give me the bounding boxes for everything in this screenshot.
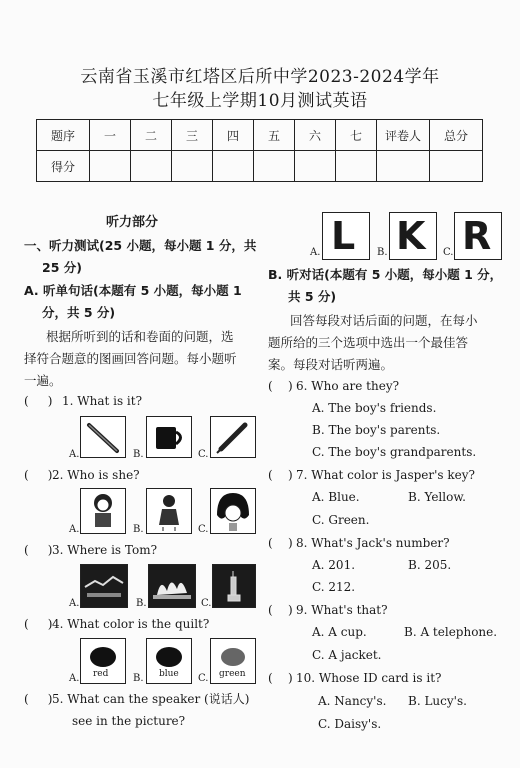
q6-option-b[interactable]: B. The boy's parents. (312, 423, 441, 437)
answer-blank[interactable]: ( ) (268, 603, 293, 617)
question-4: 4. What color is the quilt? (52, 617, 210, 631)
sectionA-heading-cont: 分，共 5 分) (42, 305, 116, 320)
option-c-label: C. (443, 247, 454, 258)
question-9: 9. What's that? (296, 603, 388, 617)
score-cell[interactable] (131, 151, 172, 182)
sectionB-instruction: 题所给的三个选项中选出一个最佳答 (268, 335, 469, 350)
question-1: 1. What is it? (62, 394, 143, 408)
red-quilt-picture[interactable] (80, 638, 126, 684)
score-cell[interactable] (295, 151, 336, 182)
answer-blank[interactable]: ( ) (268, 671, 293, 685)
answer-blank[interactable]: ( ) (24, 617, 53, 631)
option-b-label: B. (133, 524, 144, 535)
option-b-label: B. (133, 449, 144, 460)
q7-option-b[interactable]: B. Yellow. (408, 490, 466, 504)
option-a-label: A. (69, 449, 80, 460)
pen-picture[interactable] (210, 416, 256, 458)
blue-quilt-picture[interactable] (146, 638, 192, 684)
score-table (36, 119, 483, 182)
sectionA-instruction: 择符合题意的图画回答问题。每小题听 (24, 351, 237, 366)
sectionA-instruction: 一遍。 (24, 373, 62, 388)
score-header: 五 (254, 120, 295, 151)
girl-c-picture[interactable] (210, 488, 256, 534)
score-cell[interactable] (336, 151, 377, 182)
score-cell[interactable] (430, 151, 483, 182)
letter-r: R (462, 214, 492, 258)
girl-b-picture[interactable] (146, 488, 192, 534)
exam-title-line1: 云南省玉溪市红塔区后所中学2023-2024学年 (80, 67, 440, 87)
q9-option-a[interactable]: A. A cup. (312, 625, 367, 639)
answer-blank[interactable]: ( ) (24, 468, 53, 482)
opera-house-picture[interactable] (148, 564, 196, 608)
part1-heading: 一、听力测试(25 小题，每小题 1 分，共 (24, 238, 257, 253)
listening-heading: 听力部分 (106, 215, 159, 230)
q9-option-c[interactable]: C. A jacket. (312, 648, 382, 662)
question-6: 6. Who are they? (296, 379, 400, 393)
score-cell[interactable] (254, 151, 295, 182)
option-a-label: A. (69, 598, 80, 609)
q6-option-a[interactable]: A. The boy's friends. (312, 401, 437, 415)
q7-option-c[interactable]: C. Green. (312, 513, 370, 527)
letter-k: K (396, 214, 426, 258)
sectionB-instruction: 回答每段对话后面的问题，在每小 (290, 313, 478, 328)
option-c-label: C. (198, 673, 209, 684)
option-c-label: C. (198, 524, 209, 535)
sectionB-heading-cont: 共 5 分) (288, 289, 337, 304)
score-header: 二 (131, 120, 172, 151)
score-header: 六 (295, 120, 336, 151)
option-c-label: C. (198, 449, 209, 460)
letter-k-picture[interactable] (389, 212, 437, 260)
score-header: 三 (172, 120, 213, 151)
score-row-label: 得分 (37, 151, 90, 182)
sectionA-instruction: 根据所听到的话和卷面的问题，选 (46, 329, 234, 344)
exam-title-line2: 七年级上学期10月测试英语 (152, 91, 368, 111)
letter-l: L (331, 214, 356, 258)
q8-option-c[interactable]: C. 212. (312, 580, 356, 594)
q10-option-c[interactable]: C. Daisy's. (318, 717, 382, 731)
mug-picture[interactable] (146, 416, 192, 458)
option-b-label: B. (133, 673, 144, 684)
color-tag: green (219, 669, 246, 679)
answer-blank[interactable]: ( ) (24, 692, 53, 706)
pencil-picture[interactable] (80, 416, 126, 458)
q10-option-b[interactable]: B. Lucy's. (408, 694, 467, 708)
question-7: 7. What color is Jasper's key? (296, 468, 475, 482)
option-a-label: A. (310, 247, 321, 258)
option-c-label: C. (201, 598, 212, 609)
option-b-label: B. (377, 247, 388, 258)
score-cell[interactable] (90, 151, 131, 182)
score-header: 四 (213, 120, 254, 151)
score-header: 七 (336, 120, 377, 151)
score-header: 总分 (430, 120, 483, 151)
q10-option-a[interactable]: A. Nancy's. (318, 694, 387, 708)
question-5-cont: see in the picture? (72, 714, 186, 728)
city-a-picture[interactable] (80, 564, 128, 608)
letter-r-picture[interactable] (454, 212, 502, 260)
color-tag: red (93, 669, 109, 679)
q8-option-a[interactable]: A. 201. (312, 558, 356, 572)
statue-picture[interactable] (212, 564, 256, 608)
q7-option-a[interactable]: A. Blue. (312, 490, 360, 504)
q6-option-c[interactable]: C. The boy's grandparents. (312, 445, 477, 459)
answer-blank[interactable]: ( ) (268, 536, 293, 550)
option-a-label: A. (69, 524, 80, 535)
q9-option-b[interactable]: B. A telephone. (404, 625, 498, 639)
part1-heading-cont: 25 分) (42, 260, 82, 275)
score-header: 题序 (37, 120, 90, 151)
question-10: 10. Whose ID card is it? (296, 671, 442, 685)
sectionB-instruction: 案。每段对话听两遍。 (268, 357, 394, 372)
score-cell[interactable] (213, 151, 254, 182)
score-cell[interactable] (377, 151, 430, 182)
sectionA-heading: A. 听单句话(本题有 5 小题，每小题 1 (24, 283, 242, 298)
q8-option-b[interactable]: B. 205. (408, 558, 452, 572)
color-tag: blue (159, 669, 179, 679)
score-cell[interactable] (172, 151, 213, 182)
answer-blank[interactable]: ( ) (268, 379, 293, 393)
question-8: 8. What's Jack's number? (296, 536, 450, 550)
answer-blank[interactable]: ( ) (24, 543, 53, 557)
girl-a-picture[interactable] (80, 488, 126, 534)
score-header: 评卷人 (377, 120, 430, 151)
question-5: 5. What can the speaker (说话人) (52, 692, 250, 706)
score-header: 一 (90, 120, 131, 151)
option-b-label: B. (136, 598, 147, 609)
option-a-label: A. (69, 673, 80, 684)
answer-blank[interactable]: ( ) (268, 468, 293, 482)
letter-l-picture[interactable] (322, 212, 370, 260)
question-3: 3. Where is Tom? (52, 543, 157, 557)
answer-blank[interactable]: ( ) (24, 394, 53, 408)
question-2: 2. Who is she? (52, 468, 140, 482)
sectionB-heading: B. 听对话(本题有 5 小题，每小题 1 分， (268, 267, 503, 282)
green-quilt-picture[interactable] (210, 638, 256, 684)
